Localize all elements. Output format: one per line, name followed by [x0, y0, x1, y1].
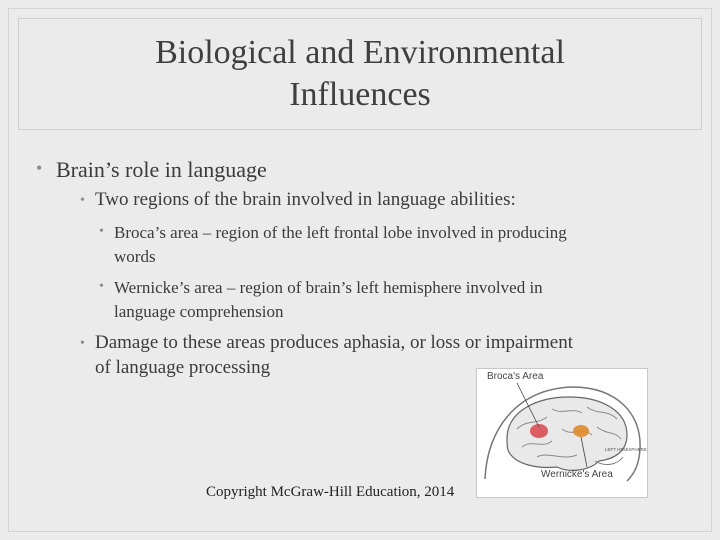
- bullet-dot: •: [99, 224, 104, 239]
- title-line-2: Influences: [289, 76, 431, 113]
- brain-figure: [476, 368, 648, 498]
- bullet-level3-text: language comprehension: [114, 302, 284, 321]
- bullet-dot: •: [80, 336, 85, 351]
- bullet-level1-text: Brain’s role in language: [56, 157, 267, 182]
- bullet-level3-text: Wernicke’s area – region of brain’s left hemisphere involved in: [114, 278, 543, 297]
- bullet-dot: •: [80, 193, 85, 208]
- bullet-dot: •: [99, 279, 104, 294]
- bullet-level2-text: Two regions of the brain involved in language abilities:: [95, 189, 516, 210]
- title-line-1: Biological and Environmental: [155, 34, 565, 71]
- bullet-level2-text: of language processing: [95, 357, 271, 378]
- bullet-dot: •: [36, 158, 43, 178]
- copyright-text: Copyright McGraw-Hill Education, 2014: [206, 484, 455, 500]
- figure-label-wernicke: Wernicke's Area: [541, 469, 613, 480]
- bullet-level3-text: Broca’s area – region of the left frontal lobe involved in producing: [114, 223, 567, 242]
- bullet-level2-text: Damage to these areas produces aphasia, or loss or impairment: [95, 332, 574, 353]
- figure-label-broca: Broca's Area: [487, 371, 544, 382]
- figure-label-hemisphere: LEFT HEMISPHERE: [605, 447, 647, 452]
- bullet-level3-text: words: [114, 247, 156, 266]
